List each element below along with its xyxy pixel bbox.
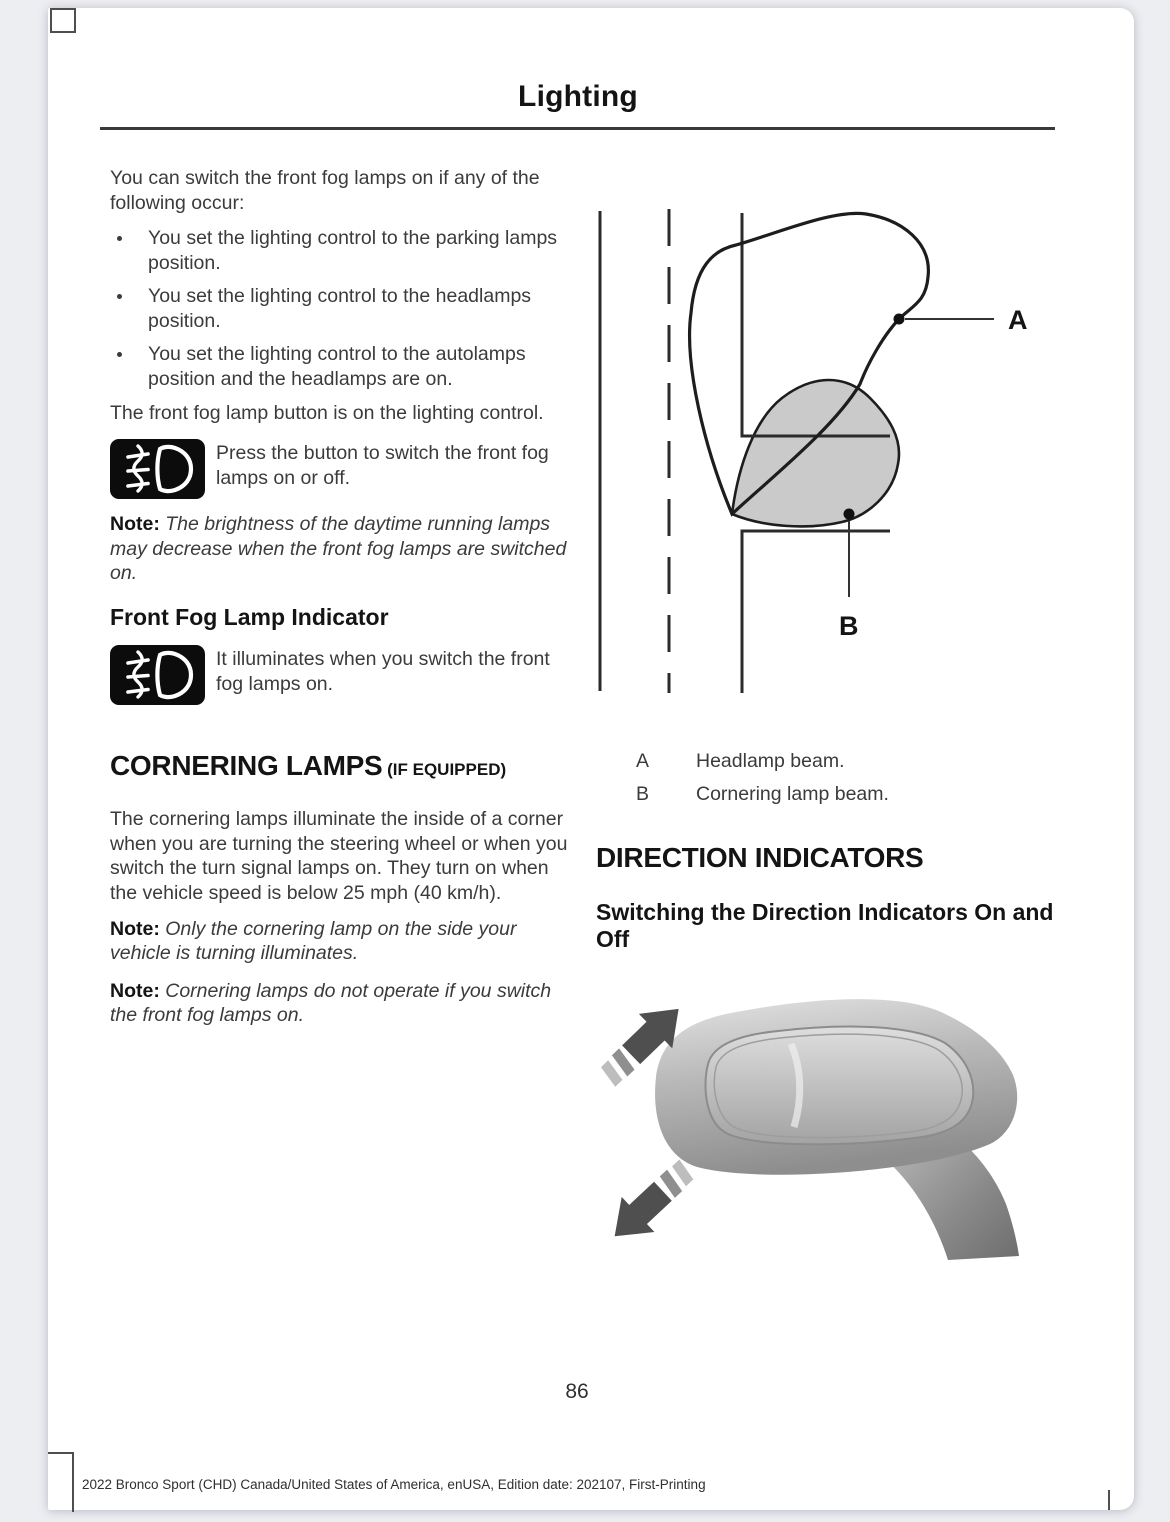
cornering-lamps-body: The cornering lamps illuminate the inside of a corner when you are turning the steering wheel or when you switch the turn signal lamps on. They turn on when the vehicle speed is below 25 mph (40 km/h). <box>110 808 568 904</box>
mirror-illustration-wrap <box>596 982 1068 1271</box>
callout-a-dot <box>894 314 905 325</box>
front-fog-lamp-icon <box>110 645 205 705</box>
heading-front-fog-lamp-indicator: Front Fog Lamp Indicator <box>110 603 389 630</box>
note-text: Cornering lamps do not operate if you switch the front fog lamps on. <box>110 979 552 1027</box>
page-number: 86 <box>565 1380 589 1403</box>
callout-b-dot <box>844 509 855 520</box>
bullet-icon <box>117 294 122 299</box>
note-cornering-fog <box>110 979 572 1028</box>
note-label: Note: <box>110 513 160 536</box>
fog-indicator-row <box>110 645 572 705</box>
title-divider <box>100 127 1055 130</box>
beam-diagram <box>596 205 1046 697</box>
heading-direction-indicators: DIRECTION INDICATORS <box>596 842 924 874</box>
footer-edition-line: 2022 Bronco Sport (CHD) Canada/United States of America, enUSA, Edition date: 202107, First-Printing <box>82 1477 706 1492</box>
diagram-label-a: A <box>1008 305 1028 335</box>
diagram-label-b: B <box>839 611 859 641</box>
list-item <box>110 342 572 391</box>
list-item <box>110 284 572 333</box>
legend-text: Cornering lamp beam. <box>696 782 889 805</box>
note-label: Note: <box>110 979 160 1002</box>
heading-cornering-lamps <box>110 751 572 781</box>
bullet-text: You set the lighting control to the parking lamps position. <box>148 227 558 274</box>
fog-button-instruction: Press the button to switch the front fog lamps on or off. <box>216 442 549 489</box>
beam-legend <box>596 749 1068 806</box>
legend-text: Headlamp beam. <box>696 750 845 772</box>
bullet-icon <box>117 352 122 357</box>
note-label: Note: <box>110 917 160 940</box>
fog-button-location: The front fog lamp button is on the lighting control. <box>110 401 544 424</box>
fog-indicator-text: It illuminates when you switch the front fog lamps on. <box>216 648 550 695</box>
right-column <box>596 205 1068 1271</box>
list-item <box>110 226 572 275</box>
heading-cornering-lamps-text: CORNERING LAMPS <box>110 750 383 782</box>
heading-switching-direction-indicators: Switching the Direction Indicators On and Off <box>596 899 1054 952</box>
front-fog-lamp-icon <box>110 439 205 499</box>
registration-mark-bottom-right <box>1108 1490 1110 1510</box>
fog-lamps-bullet-list <box>110 226 572 391</box>
manual-page <box>48 8 1134 1510</box>
bullet-text: You set the lighting control to the headlamps position. <box>148 285 532 332</box>
bullet-icon <box>117 236 122 241</box>
note-cornering-side <box>110 917 572 966</box>
fog-button-row <box>110 439 572 499</box>
side-mirror-indicator-illustration <box>596 982 1028 1264</box>
left-column <box>110 166 572 1041</box>
cornering-beam-shape <box>732 380 899 526</box>
registration-mark-top-left <box>50 8 76 33</box>
note-text: The brightness of the daytime running lamps may decrease when the front fog lamps are switched on. <box>110 513 567 585</box>
legend-key: B <box>636 782 650 805</box>
indicator-arrow-down-icon <box>598 1151 704 1254</box>
legend-row-a <box>596 749 1068 774</box>
note-brightness <box>110 512 572 586</box>
heading-if-equipped: (IF EQUIPPED) <box>382 760 507 780</box>
registration-mark-bottom-left <box>48 1452 74 1512</box>
note-text: Only the cornering lamp on the side your vehicle is turning illuminates. <box>110 917 517 965</box>
fog-lamps-intro: You can switch the front fog lamps on if any of the following occur: <box>110 167 540 214</box>
legend-key: A <box>636 750 650 772</box>
legend-row-b <box>596 782 1068 807</box>
page-title: Lighting <box>518 80 638 113</box>
bullet-text: You set the lighting control to the autolamps position and the headlamps are on. <box>148 343 526 390</box>
